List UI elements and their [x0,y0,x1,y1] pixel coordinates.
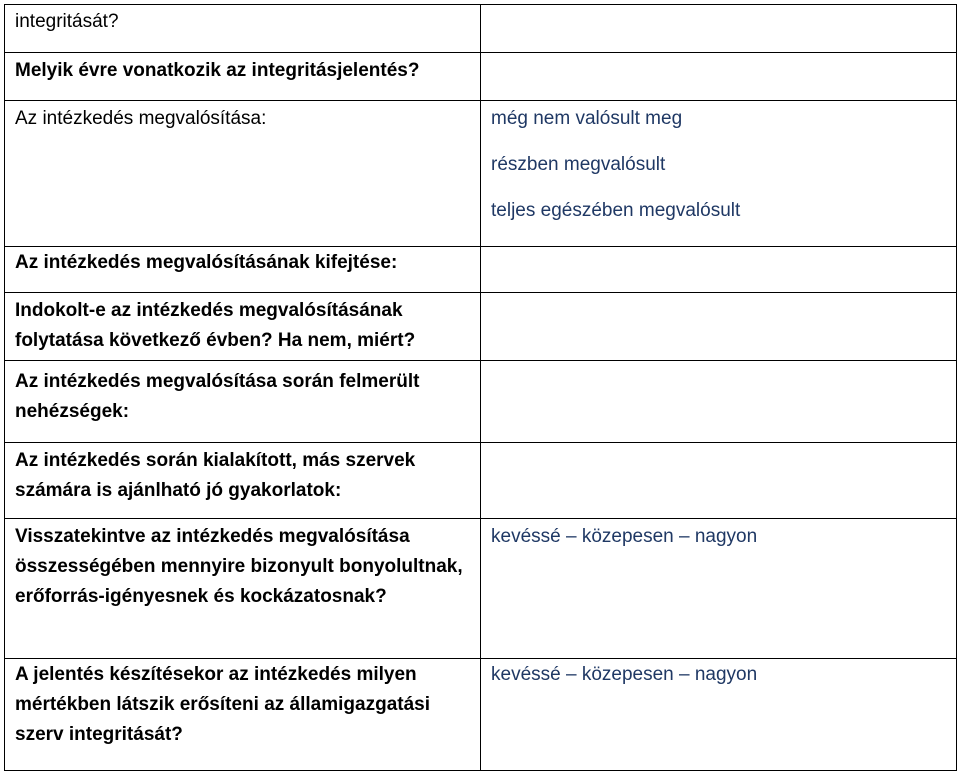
question-cell-3: Az intézkedés megvalósításának kifejtése: [5,247,481,293]
option-not-implemented[interactable]: még nem valósult meg [491,108,683,129]
table-row [5,101,957,247]
answer-cell-3[interactable] [481,247,957,293]
question-cell-2: Az intézkedés megvalósítása: [5,101,481,247]
table-row [5,53,957,101]
option-partially-implemented[interactable]: részben megvalósult [491,154,666,175]
answer-cell-4[interactable] [481,293,957,361]
answer-cell-6[interactable] [481,443,957,519]
option-fully-implemented[interactable]: teljes egészében megvalósult [491,200,741,221]
table-row [5,443,957,519]
question-cell-0: integritását? [5,5,481,53]
table-row [5,247,957,293]
table-row [5,5,957,53]
answer-cell-0[interactable] [481,5,957,53]
question-cell-5: Az intézkedés megvalósítása során felmerült nehézségek: [5,361,481,443]
complexity-scale[interactable]: kevéssé – közepesen – nagyon [481,519,957,659]
question-cell-4: Indokolt-e az intézkedés megvalósításának folytatása következő évben? Ha nem, miért? [5,293,481,361]
table-row [5,293,957,361]
question-cell-8: A jelentés készítésekor az intézkedés milyen mértékben látszik erősíteni az államigazgatási szerv integritását? [5,659,481,771]
table-row [5,361,957,443]
answer-cell-5[interactable] [481,361,957,443]
integrity-report-form [4,4,957,771]
table-row [5,659,957,771]
implementation-options [481,101,957,247]
table-row [5,519,957,659]
question-cell-6: Az intézkedés során kialakított, más szervek számára is ajánlható jó gyakorlatok: [5,443,481,519]
integrity-scale[interactable]: kevéssé – közepesen – nagyon [481,659,957,771]
answer-cell-1[interactable] [481,53,957,101]
question-cell-1: Melyik évre vonatkozik az integritásjelentés? [5,53,481,101]
question-cell-7: Visszatekintve az intézkedés megvalósítása összességében mennyire bizonyult bonyolultnak, erőforrás-igényesnek és kockázatosnak? [5,519,481,659]
